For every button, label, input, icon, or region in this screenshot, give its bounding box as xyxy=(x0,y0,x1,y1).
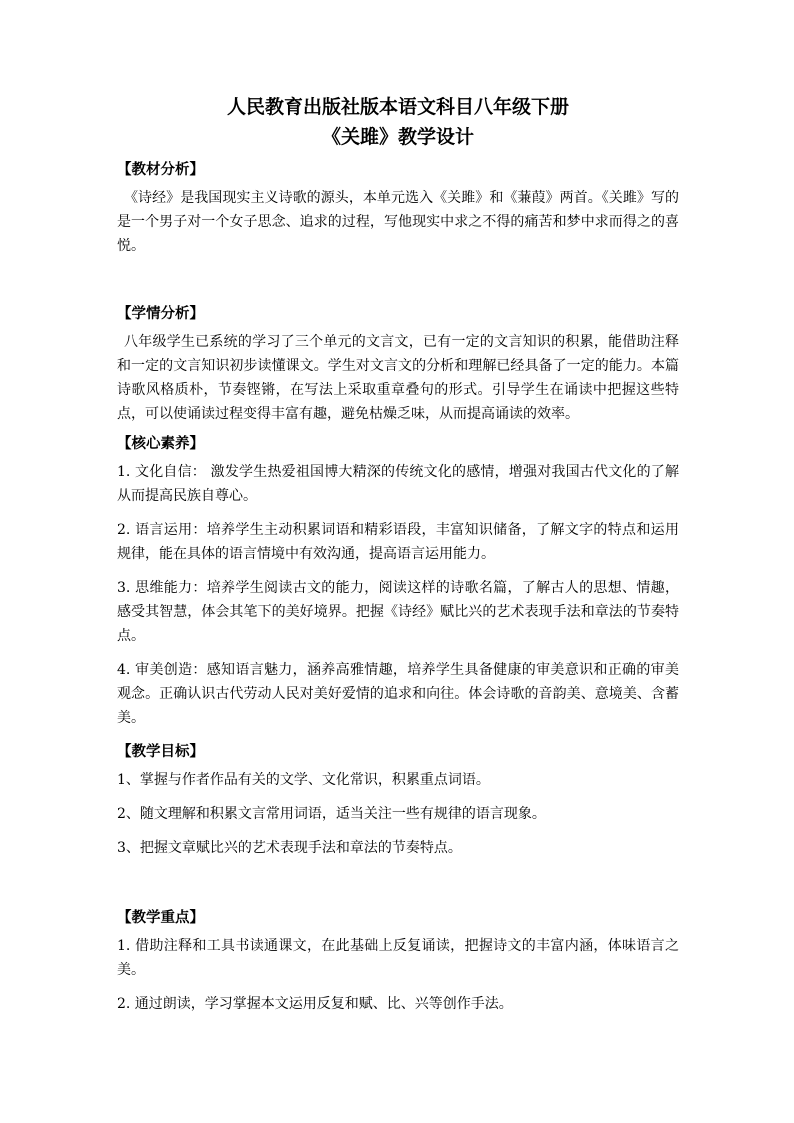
section-teaching-focus xyxy=(117,906,679,1016)
core-literacy-item: 1. 文化自信： 激发学生热爱祖国博大精深的传统文化的感情，增强对我国古代文化的了解从而提高民族自尊心。 xyxy=(117,464,679,504)
section-spacer xyxy=(117,870,679,900)
teaching-goal-item: 1、掌握与作者作品有关的文学、文化常识，积累重点词语。 xyxy=(117,772,490,788)
document-title-line2: 《关雎》教学设计 xyxy=(321,126,474,148)
teaching-focus-item: 1. 借助注释和工具书读通课文，在此基础上反复诵读，把握诗文的丰富内涵，体味语言之美。 xyxy=(117,938,679,978)
teaching-goal-item: 2、随文理解和积累文言常用词语，适当关注一些有规律的语言现象。 xyxy=(117,806,546,822)
learner-analysis-body: 八年级学生已系统的学习了三个单元的文言文，已有一定的文言知识的积累，能借助注释和一定的文言知识初步读懂课文。学生对文言文的分析和理解已经具备了一定的能力。本篇诗歌风格质朴，节奏铿锵，在写法上采取重章叠句的形式。引导学生在诵读中把握这些特点，可以使诵读过程变得丰富有趣，避免枯燥乏味，从而提高诵读的效率。 xyxy=(117,334,679,422)
section-heading-learner-analysis: 【学情分析】 xyxy=(117,305,204,322)
section-textbook-analysis xyxy=(117,158,679,258)
section-heading-teaching-focus: 【教学重点】 xyxy=(117,909,204,926)
section-learner-analysis xyxy=(117,302,679,426)
document-title-line1: 人民教育出版社版本语文科目八年级下册 xyxy=(226,96,569,118)
section-heading-textbook-analysis: 【教材分析】 xyxy=(117,161,204,178)
section-teaching-goals xyxy=(117,740,679,860)
section-heading-core-literacy: 【核心素养】 xyxy=(117,435,204,452)
teaching-focus-item: 2. 通过朗读，学习掌握本文运用反复和赋、比、兴等创作手法。 xyxy=(117,996,513,1012)
section-heading-teaching-goals: 【教学目标】 xyxy=(117,743,204,760)
section-core-literacy xyxy=(117,432,679,730)
core-literacy-item: 3. 思维能力：培养学生阅读古文的能力，阅读这样的诗歌名篇，了解古人的思想、情趣，感受其智慧，体会其笔下的美好境界。把握《诗经》赋比兴的艺术表现手法和章法的节奏特点。 xyxy=(117,580,679,644)
section-spacer xyxy=(117,262,679,296)
teaching-goal-item: 3、把握文章赋比兴的艺术表现手法和章法的节奏特点。 xyxy=(117,840,462,856)
textbook-analysis-body: 《诗经》是我国现实主义诗歌的源头，本单元选入《关雎》和《蒹葭》两首。《关雎》写的是一个男子对一个女子思念、追求的过程，写他现实中求之不得的痛苦和梦中求而得之的喜悦。 xyxy=(117,190,679,254)
core-literacy-item: 4. 审美创造：感知语言魅力，涵养高雅情趣，培养学生具备健康的审美意识和正确的审美观念。正确认识古代劳动人民对美好爱情的追求和向往。体会诗歌的音韵美、意境美、含蓄美。 xyxy=(117,662,679,726)
document-page xyxy=(117,92,679,1026)
core-literacy-item: 2. 语言运用：培养学生主动积累词语和精彩语段，丰富知识储备，了解文字的特点和运用规律，能在具体的语言情境中有效沟通，提高语言运用能力。 xyxy=(117,522,679,562)
